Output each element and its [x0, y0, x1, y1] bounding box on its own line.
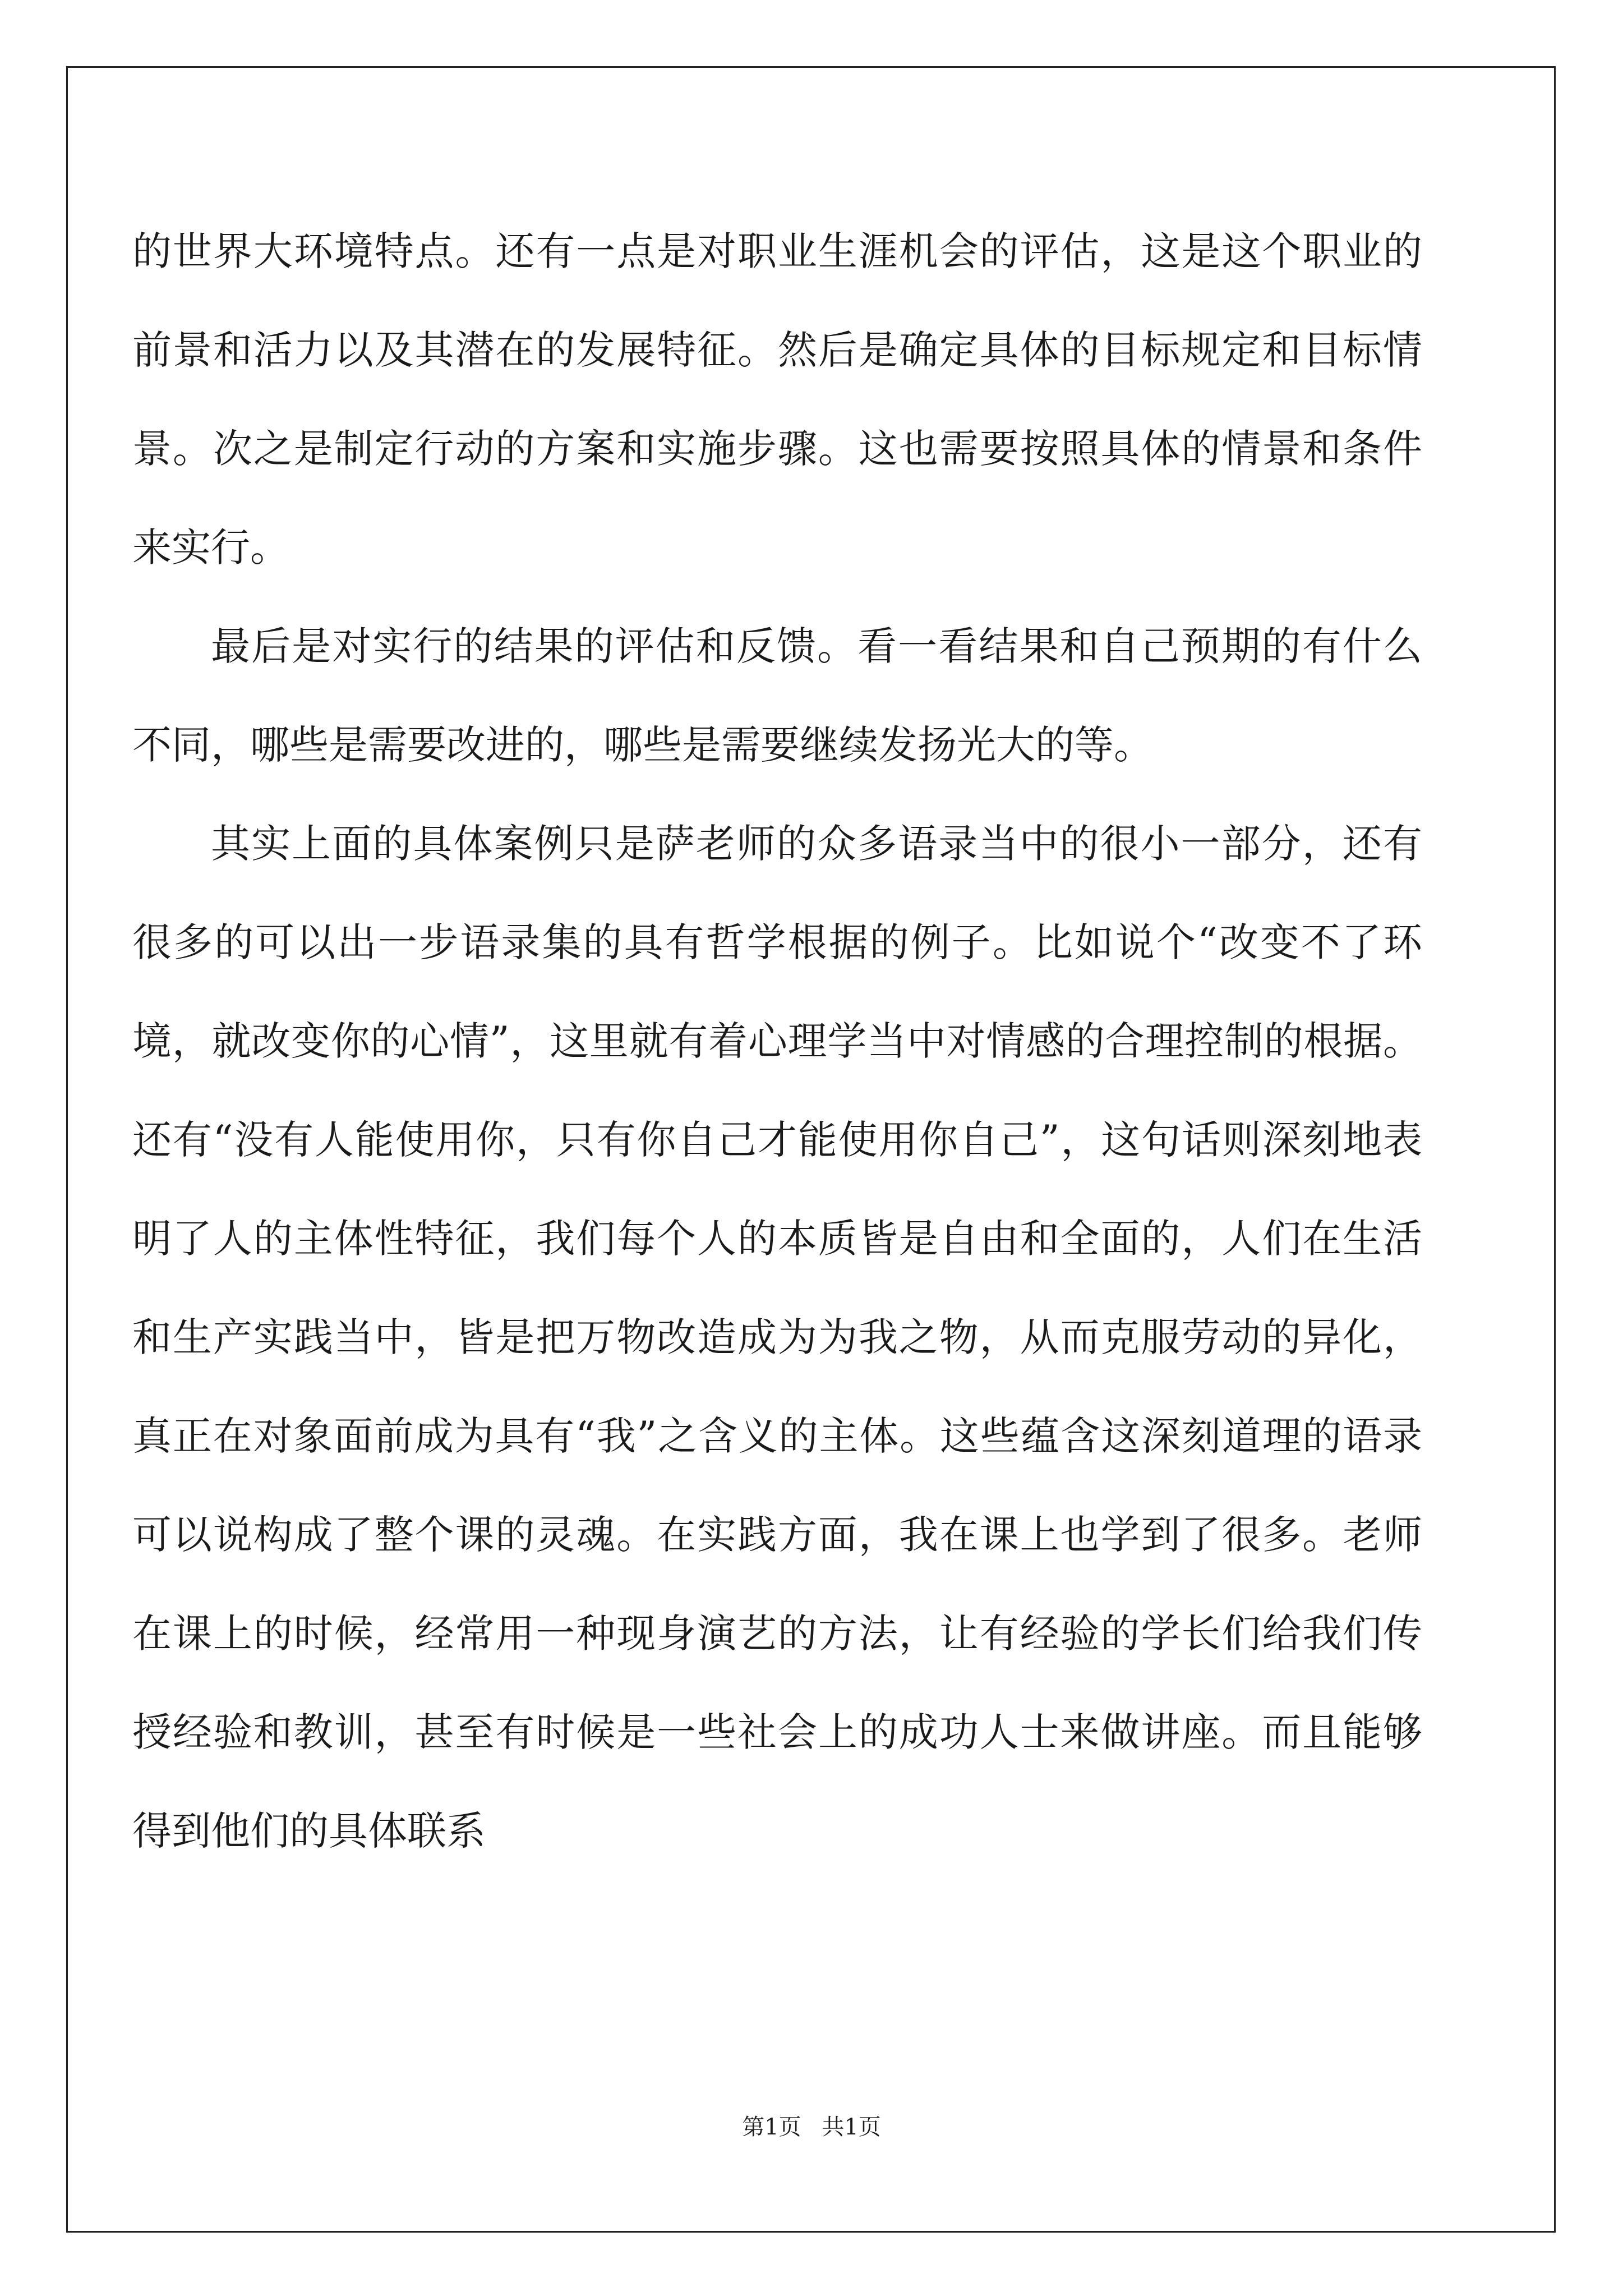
paragraph-3: 其实上面的具体案例只是萨老师的众多语录当中的很小一部分，还有很多的可以出一步语录集的具有哲学根据的例子。比如说个“改变不了环境，就改变你的心情”，这里就有着心理学当中对情感的合理控制的根据。还有“没有人能使用你，只有你自己才能使用你自己”，这句话则深刻地表明了人的主体性特征，我们每个人的本质皆是自由和全面的，人们在生活和生产实践当中，皆是把万物改造成为为我之物，从而克服劳动的异化，真正在对象面前成为具有“我”之含义的主体。这些蕴含这深刻道理的语录可以说构成了整个课的灵魂。在实践方面，我在课上也学到了很多。老师在课上的时候，经常用一种现身演艺的方法，让有经验的学长们给我们传授经验和教训，甚至有时候是一些社会上的成功人士来做讲座。而且能够得到他们的具体联系 — [132, 821, 1422, 1854]
document-body — [132, 202, 1422, 1880]
page-number: 第1页 — [742, 2114, 801, 2140]
page-footer — [0, 2109, 1623, 2141]
paragraph-1: 的世界大环境特点。还有一点是对职业生涯机会的评估，这是这个职业的前景和活力以及其潜在的发展特征。然后是确定具体的目标规定和目标情景。次之是制定行动的方案和实施步骤。这也需要按照具体的情景和条件来实行。 — [132, 228, 1422, 570]
page-total: 共1页 — [822, 2114, 881, 2140]
paragraph-2: 最后是对实行的结果的评估和反馈。看一看结果和自己预期的有什么不同，哪些是需要改进的，哪些是需要继续发扬光大的等。 — [132, 623, 1422, 768]
